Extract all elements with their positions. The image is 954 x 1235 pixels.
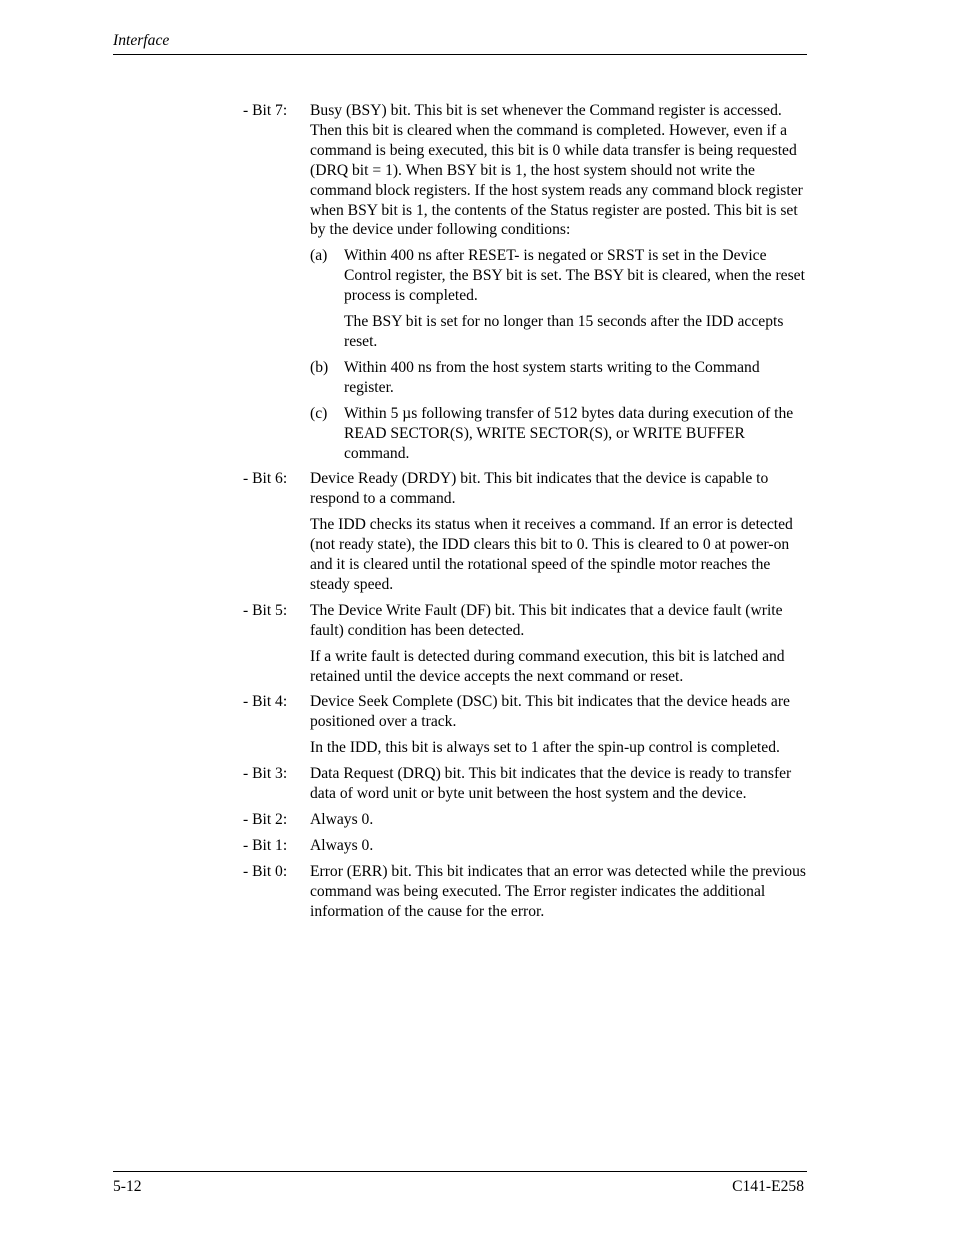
paragraph: Always 0. xyxy=(310,811,374,828)
bit-1-item xyxy=(243,836,808,856)
bit-description xyxy=(310,836,806,856)
status-bits-list xyxy=(243,101,808,922)
bit-label: - Bit 6: xyxy=(243,470,288,488)
footer-rule xyxy=(113,1171,807,1172)
bit-label: - Bit 1: xyxy=(243,836,288,854)
paragraph: The IDD checks its status when it receives a command. If an error is detected (not ready state), the IDD clears this bit to 0. This is cleared to 0 at power-on and it is cleared until the rotational speed of the spindle motor reaches the steady speed. xyxy=(310,516,793,593)
paragraph: Busy (BSY) bit. This bit is set whenever the Command register is accessed. Then this bit is cleared when the command is completed. However, even if a command is being executed, this bit is 0 while data transfer is being requested (DRQ bit = 1). When BSY bit is 1, the host system should not write the command block registers. If the host system reads any command block register when BSY bit is 1, the contents of the Status register are posted. This bit is set by the device under following conditions: xyxy=(310,102,803,239)
paragraph: Data Request (DRQ) bit. This bit indicates that the device is ready to transfer data of word unit or byte unit between the host system and the device. xyxy=(310,765,792,803)
bit-label: - Bit 3: xyxy=(243,765,288,783)
bit-6-item xyxy=(243,469,808,594)
bit-label: - Bit 2: xyxy=(243,811,288,828)
condition-item xyxy=(310,246,806,352)
paragraph: If a write fault is detected during command execution, this bit is latched and retained until the device accepts the next command or reset. xyxy=(310,647,785,685)
bit-description xyxy=(310,764,806,804)
condition-text xyxy=(344,358,806,398)
bit-description xyxy=(310,862,806,922)
document-id: C141-E258 xyxy=(732,1178,804,1195)
bit-5-item xyxy=(243,601,808,687)
bit-label: - Bit 7: xyxy=(243,102,288,119)
paragraph: Within 5 µs following transfer of 512 bytes data during execution of the READ SECTOR(S), WRITE SECTOR(S), or WRITE BUFFER command. xyxy=(344,404,794,462)
bit-label: - Bit 0: xyxy=(243,862,288,880)
paragraph: Device Ready (DRDY) bit. This bit indicates that the device is capable to respond to a command. xyxy=(310,470,769,508)
bit-description xyxy=(310,101,806,463)
condition-label: (b) xyxy=(310,358,329,376)
bit-label: - Bit 5: xyxy=(243,601,288,619)
bit-description xyxy=(310,601,806,687)
bsy-conditions-list xyxy=(310,246,806,463)
paragraph: The BSY bit is set for no longer than 15 seconds after the IDD accepts reset. xyxy=(344,313,784,350)
paragraph: Within 400 ns from the host system starts writing to the Command register. xyxy=(344,358,760,396)
bit-2-item xyxy=(243,810,808,830)
condition-label: (c) xyxy=(310,404,328,422)
condition-label: (a) xyxy=(310,247,328,265)
condition-item xyxy=(310,404,806,464)
bit-3-item xyxy=(243,764,808,804)
bit-description xyxy=(310,810,806,830)
header-rule xyxy=(113,54,807,55)
bit-description xyxy=(310,692,806,758)
page-number: 5-12 xyxy=(113,1178,142,1195)
condition-text xyxy=(344,404,806,464)
paragraph: Within 400 ns after RESET- is negated or SRST is set in the Device Control register, the BSY bit is set. The BSY bit is cleared, when the reset process is completed. xyxy=(344,247,805,305)
bit-7-item xyxy=(243,101,808,463)
paragraph: Error (ERR) bit. This bit indicates that an error was detected while the previous command was being executed. The Error register indicates the additional information of the cause for the error. xyxy=(310,862,806,920)
bit-4-item xyxy=(243,692,808,758)
paragraph: The Device Write Fault (DF) bit. This bit indicates that a device fault (write fault) condition has been detected. xyxy=(310,601,783,639)
condition-item xyxy=(310,358,806,398)
paragraph: Device Seek Complete (DSC) bit. This bit indicates that the device heads are positioned over a track. xyxy=(310,693,790,731)
bit-label: - Bit 4: xyxy=(243,693,288,711)
bit-description xyxy=(310,469,806,594)
bit-0-item xyxy=(243,862,808,922)
paragraph: In the IDD, this bit is always set to 1 after the spin-up control is completed. xyxy=(310,739,780,757)
running-header: Interface xyxy=(113,32,170,49)
paragraph: Always 0. xyxy=(310,836,374,854)
condition-text xyxy=(344,246,806,352)
